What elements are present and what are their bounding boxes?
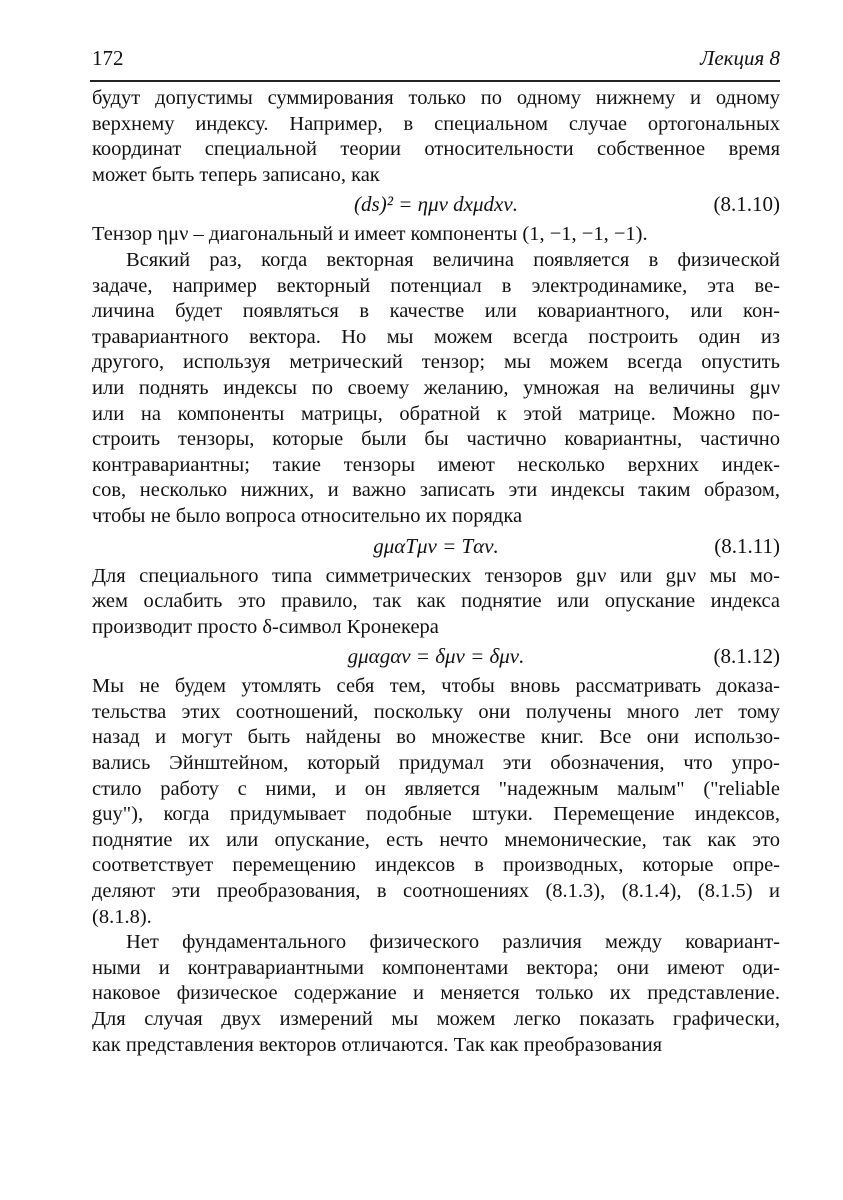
text-line: личина будет появляться в качестве или ковариантного, или кон-	[92, 300, 780, 323]
text-line: соответствует перемещению индексов в производных, которые опре-	[92, 854, 780, 877]
text-line: деляют эти преобразования, в соотношениях (8.1.3), (8.1.4), (8.1.5) и	[92, 880, 780, 903]
text-line: guy"), когда придумывает подобные штуки. Перемещение индексов,	[92, 803, 780, 826]
text-line: Для случая двух измерений мы можем легко показать графически,	[92, 1008, 780, 1030]
text-line: строить тензоры, которые были бы частично ковариантны, частично	[92, 428, 780, 451]
text-line: вались Эйнштейном, который придумал эти обозначения, что упро-	[92, 752, 780, 775]
equation	[92, 188, 780, 222]
page-header	[92, 46, 780, 76]
text-line: Тензор ημν – диагональный и имеет компоненты (1, −1, −1, −1).	[92, 223, 648, 246]
text-line: другого, используя метрический тензор; мы можем всегда опустить	[92, 351, 780, 374]
text-line: поднятие их или опускание, есть нечто мнемонические, так как это	[92, 828, 780, 851]
equation-formula: gμαgαν = δμν = δμν.	[347, 644, 525, 669]
equation	[92, 530, 780, 564]
page-number: 172	[92, 46, 124, 70]
text-line: Всякий раз, когда векторная величина появляется в физической	[126, 248, 780, 271]
paragraph	[92, 222, 780, 248]
paragraph	[92, 564, 780, 641]
text-line: производит просто δ-символ Кронекера	[92, 615, 439, 638]
equation-number: (8.1.10)	[713, 192, 780, 217]
text-line: или на компоненты матрицы, обратной к этой матрице. Можно по-	[92, 402, 780, 425]
text-line: может быть теперь записано, как	[92, 163, 380, 186]
text-line: как представления векторов отличаются. Так как преобразования	[92, 1033, 663, 1056]
running-head: Лекция 8	[700, 46, 780, 70]
text-line: контравариантны; такие тензоры имеют несколько верхних индек-	[92, 453, 780, 476]
text-line: (8.1.8).	[92, 905, 152, 928]
text-line: будут допустимы суммирования только по одному нижнему и одному	[92, 87, 780, 109]
equation-number: (8.1.11)	[714, 533, 780, 558]
text-line: ными и контравариантными компонентами вектора; они имеют оди-	[92, 956, 780, 979]
text-line: назад и могут быть найдены во множестве книг. Все они использо-	[92, 726, 780, 749]
text-line: травариантного вектора. Но мы можем всегда построить один из	[92, 325, 780, 348]
paragraph	[92, 674, 780, 930]
text-line: или поднять индексы по своему желанию, умножая на величины gμν	[92, 376, 780, 399]
text-line: Мы не будем утомлять себя тем, чтобы вновь рассматривать доказа-	[92, 675, 780, 698]
paragraph	[92, 86, 780, 188]
text-line: стило работу с ними, и он является "надежным малым" ("reliable	[92, 777, 780, 800]
paragraph	[92, 248, 780, 530]
text-line: жем ослабить это правило, так как поднятие или опускание индекса	[92, 590, 780, 613]
text-line: задаче, например векторный потенциал в электродинамике, эта ве-	[92, 274, 780, 297]
text-line: Для специального типа симметрических тензоров gμν или gμν мы мо-	[92, 564, 780, 587]
header-rule	[90, 80, 780, 82]
equation-formula: (ds)² = ημν dxμdxν.	[354, 192, 518, 217]
paragraph	[92, 930, 780, 1058]
equation-formula: gμαTμν = Tαν.	[373, 533, 499, 558]
text-line: Нет фундаментального физического различия между ковариант-	[126, 931, 780, 954]
page-body	[92, 86, 780, 1058]
equation	[92, 640, 780, 674]
text-line: чтобы не было вопроса относительно их порядка	[92, 504, 523, 527]
text-line: сов, несколько нижних, и важно записать эти индексы таким образом,	[92, 479, 780, 502]
text-line: тельства этих соотношений, поскольку они получены много лет тому	[92, 700, 780, 723]
text-line: координат специальной теории относительности собственное время	[92, 138, 780, 161]
text-line: наковое физическое содержание и меняется только их представление.	[92, 982, 780, 1005]
equation-number: (8.1.12)	[713, 644, 780, 669]
text-line: верхнему индексу. Например, в специальном случае ортогональных	[92, 112, 780, 135]
